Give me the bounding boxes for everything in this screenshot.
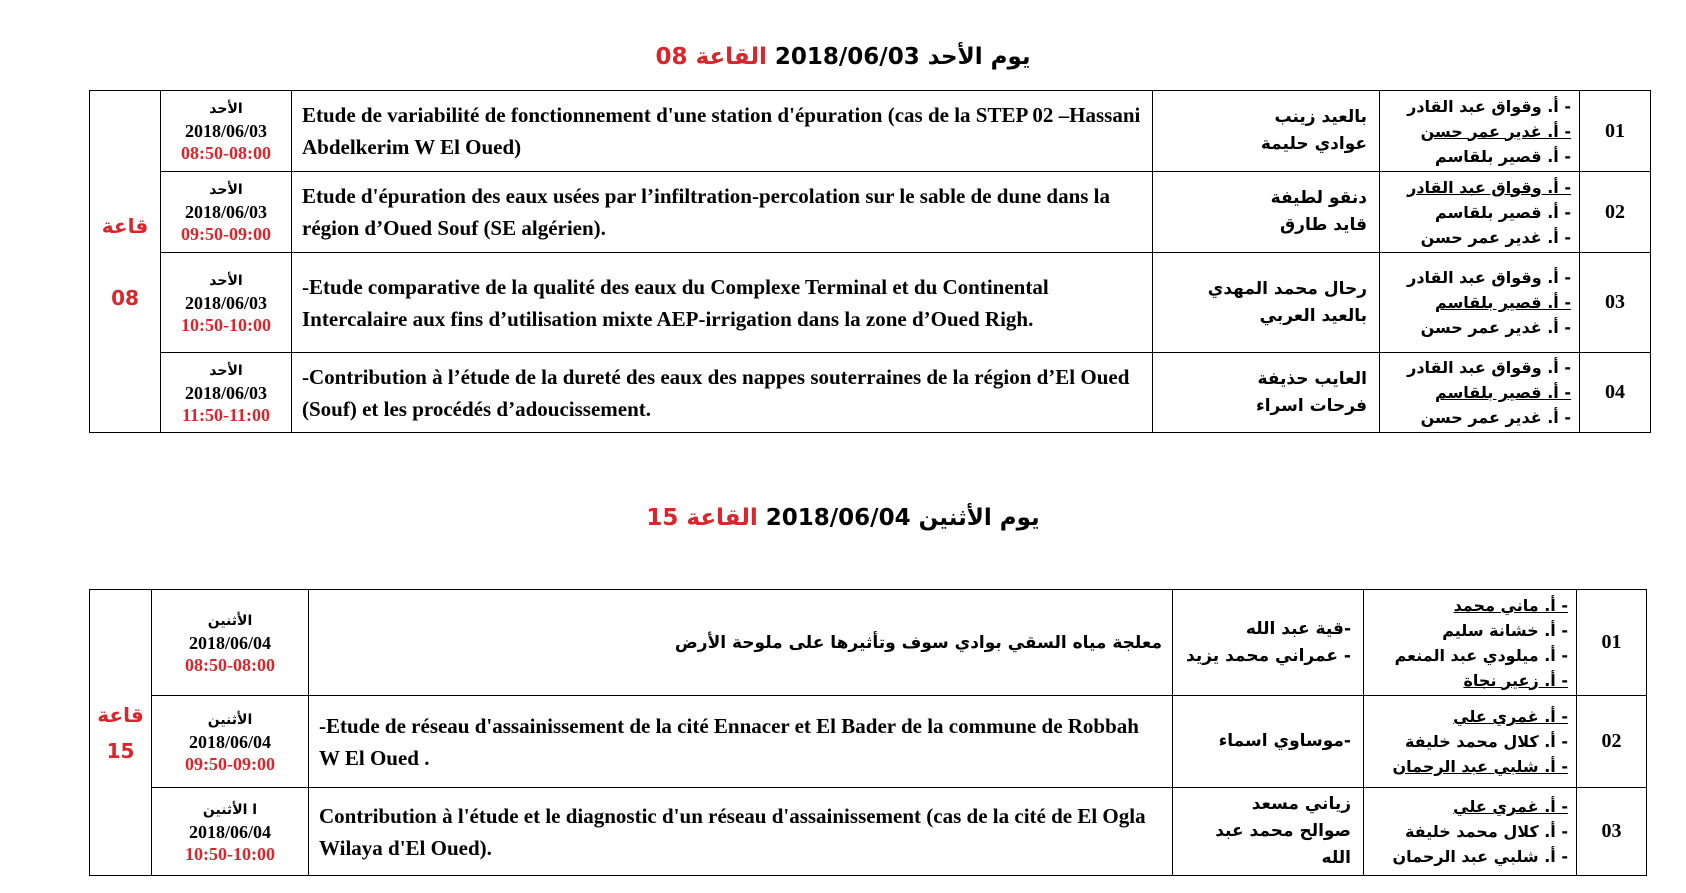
session-2-hall: القاعة 15 xyxy=(646,505,758,531)
datetime-cell xyxy=(152,590,309,696)
jury-member: - أ. ماني محمد xyxy=(1453,595,1568,615)
date-label: 2018/06/03 xyxy=(184,202,267,222)
session-2-table xyxy=(89,589,1647,876)
thesis-title: -Etude de réseau d'assainissement de la cité Ennacer et El Bader de la commune de Robbah W El Oued . xyxy=(309,696,1173,788)
thesis-title: -Etude comparative de la qualité des eaux du Complexe Terminal et du Continental Intercalaire aux fins d’utilisation mixte AEP-irrigation dans la zone d’Oued Righ. xyxy=(292,253,1153,353)
thesis-title: Contribution à l'étude et le diagnostic d'un réseau d'assainissement (cas de la cité de El Ogla Wilaya d'El Oued). xyxy=(309,788,1173,876)
jury-member: - أ. غمري علي xyxy=(1453,707,1568,726)
jury-member: - أ. غدير عمر حسن xyxy=(1420,318,1571,337)
students-cell xyxy=(1173,590,1364,696)
hall-cell xyxy=(90,590,152,876)
row-number: 03 xyxy=(1577,788,1647,876)
table-row xyxy=(90,91,1651,172)
datetime-cell xyxy=(161,353,292,433)
row-number: 01 xyxy=(1580,91,1651,172)
jury-member: - أ. زعير نجاة xyxy=(1463,670,1568,690)
jury-cell xyxy=(1380,353,1580,433)
date-label: 2018/06/04 xyxy=(188,821,271,842)
jury-member: - أ. وقواق عبد القادر xyxy=(1407,268,1571,287)
jury-cell xyxy=(1364,696,1577,788)
session-1-hall: القاعة 08 xyxy=(655,44,767,70)
jury-member: - أ. قصير بلقاسم xyxy=(1435,146,1571,166)
session-2-day-date: يوم الأثنين 2018/06/04 xyxy=(765,505,1040,531)
table-row xyxy=(90,172,1651,253)
date-label: 2018/06/03 xyxy=(184,292,267,313)
day-label: الأثنين xyxy=(207,711,253,728)
row-number: 04 xyxy=(1580,353,1651,433)
thesis-title: Etude de variabilité de fonctionnement d'une station d'épuration (cas de la STEP 02 –Hassani Abdelkerim W El Oued) xyxy=(292,91,1153,172)
thesis-title: -Contribution à l’étude de la dureté des eaux des nappes souterraines de la région d’El Oued (Souf) et les procédés d’adoucissement. xyxy=(292,353,1153,433)
date-label: 2018/06/03 xyxy=(184,121,267,141)
jury-cell xyxy=(1380,172,1580,253)
student-name: العايب حذيفة xyxy=(1257,368,1367,389)
time-label: 09:50-09:00 xyxy=(181,224,271,244)
student-name: -موساوي اسماء xyxy=(1218,731,1351,751)
session-1-day-date: يوم الأحد 2018/06/03 xyxy=(774,44,1031,70)
jury-member: - أ. قصير بلقاسم xyxy=(1435,383,1571,402)
thesis-title: معلجة مياه السقي بوادي سوف وتأثيرها على ملوحة الأرض xyxy=(309,590,1173,696)
student-name: رحال محمد المهدي xyxy=(1207,278,1367,299)
datetime-cell xyxy=(152,696,309,788)
date-label: 2018/06/04 xyxy=(188,731,271,752)
jury-cell xyxy=(1364,788,1577,876)
day-label: الأحد xyxy=(209,182,243,198)
jury-member: - أ. ميلودي عبد المنعم xyxy=(1394,645,1568,665)
students-cell xyxy=(1153,172,1380,253)
jury-cell xyxy=(1380,91,1580,172)
students-cell xyxy=(1153,253,1380,353)
day-label: الأحد xyxy=(209,362,243,379)
row-number: 01 xyxy=(1577,590,1647,696)
datetime-cell xyxy=(152,788,309,876)
row-number: 03 xyxy=(1580,253,1651,353)
jury-cell xyxy=(1380,253,1580,353)
jury-member: - أ. خشانة سليم xyxy=(1442,620,1568,640)
day-label: الأحد xyxy=(209,272,243,289)
jury-member: - أ. شلبي عبد الرحمان xyxy=(1392,757,1568,776)
hall-label: قاعة xyxy=(101,213,149,238)
students-cell xyxy=(1173,788,1364,876)
jury-member: - أ. وقواق عبد القادر xyxy=(1407,96,1571,116)
hall-cell xyxy=(90,91,161,433)
jury-member: - أ. كلال محمد خليفة xyxy=(1404,732,1568,751)
session-1-heading xyxy=(0,42,1686,72)
jury-member: - أ. وقواق عبد القادر xyxy=(1407,358,1571,377)
day-label: ا الأثنين xyxy=(202,801,258,818)
student-name: صوالح محمد عبد الله xyxy=(1215,821,1351,868)
student-name: دنقو لطيفة xyxy=(1270,188,1367,208)
jury-member: - أ. غدير عمر حسن xyxy=(1420,408,1571,427)
jury-member: - أ. قصير بلقاسم xyxy=(1435,202,1571,222)
datetime-cell xyxy=(161,91,292,172)
date-label: 2018/06/03 xyxy=(184,382,267,403)
hall-number: 08 xyxy=(111,285,139,310)
student-name: فرحات اسراء xyxy=(1256,395,1367,416)
time-label: 08:50-08:00 xyxy=(181,143,271,163)
students-cell xyxy=(1173,696,1364,788)
jury-member: - أ. غمري علي xyxy=(1453,797,1568,816)
table-row xyxy=(90,788,1647,876)
session-1-table xyxy=(89,90,1651,433)
table-row xyxy=(90,253,1651,353)
jury-member: - أ. غدير عمر حسن xyxy=(1420,121,1571,141)
date-label: 2018/06/04 xyxy=(188,632,271,653)
thesis-title: Etude d'épuration des eaux usées par l’infiltration-percolation sur le sable de dune dans la région d’Oued Souf (SE algérien). xyxy=(292,172,1153,253)
day-label: الأحد xyxy=(209,101,243,117)
time-label: 10:50-10:00 xyxy=(185,843,275,864)
jury-member: - أ. كلال محمد خليفة xyxy=(1404,822,1568,841)
row-number: 02 xyxy=(1580,172,1651,253)
student-name: -قية عبد الله xyxy=(1245,618,1351,639)
datetime-cell xyxy=(161,253,292,353)
jury-cell xyxy=(1364,590,1577,696)
jury-member: - أ. شلبي عبد الرحمان xyxy=(1392,847,1568,866)
hall-number: 15 xyxy=(106,738,135,763)
students-cell xyxy=(1153,91,1380,172)
jury-member: - أ. غدير عمر حسن xyxy=(1420,227,1571,247)
student-name: بالعيد زينب xyxy=(1274,107,1367,127)
time-label: 09:50-09:00 xyxy=(185,753,275,774)
day-label: الأثنين xyxy=(207,612,253,629)
time-label: 11:50-11:00 xyxy=(182,404,270,425)
student-name: قايد طارق xyxy=(1279,215,1367,235)
row-number: 02 xyxy=(1577,696,1647,788)
table-row xyxy=(90,590,1647,696)
table-row xyxy=(90,353,1651,433)
table-row xyxy=(90,696,1647,788)
jury-member: - أ. قصير بلقاسم xyxy=(1435,293,1571,312)
session-2-heading xyxy=(0,503,1686,533)
student-name: - عمراني محمد يزيد xyxy=(1186,645,1351,666)
jury-member: - أ. وقواق عبد القادر xyxy=(1407,177,1571,197)
student-name: زياني مسعد xyxy=(1251,794,1351,814)
time-label: 10:50-10:00 xyxy=(181,314,271,335)
student-name: عوادي حليمة xyxy=(1260,134,1367,154)
students-cell xyxy=(1153,353,1380,433)
hall-label: قاعة xyxy=(97,702,144,727)
student-name: بالعيد العربي xyxy=(1259,305,1367,326)
time-label: 08:50-08:00 xyxy=(185,654,275,675)
datetime-cell xyxy=(161,172,292,253)
